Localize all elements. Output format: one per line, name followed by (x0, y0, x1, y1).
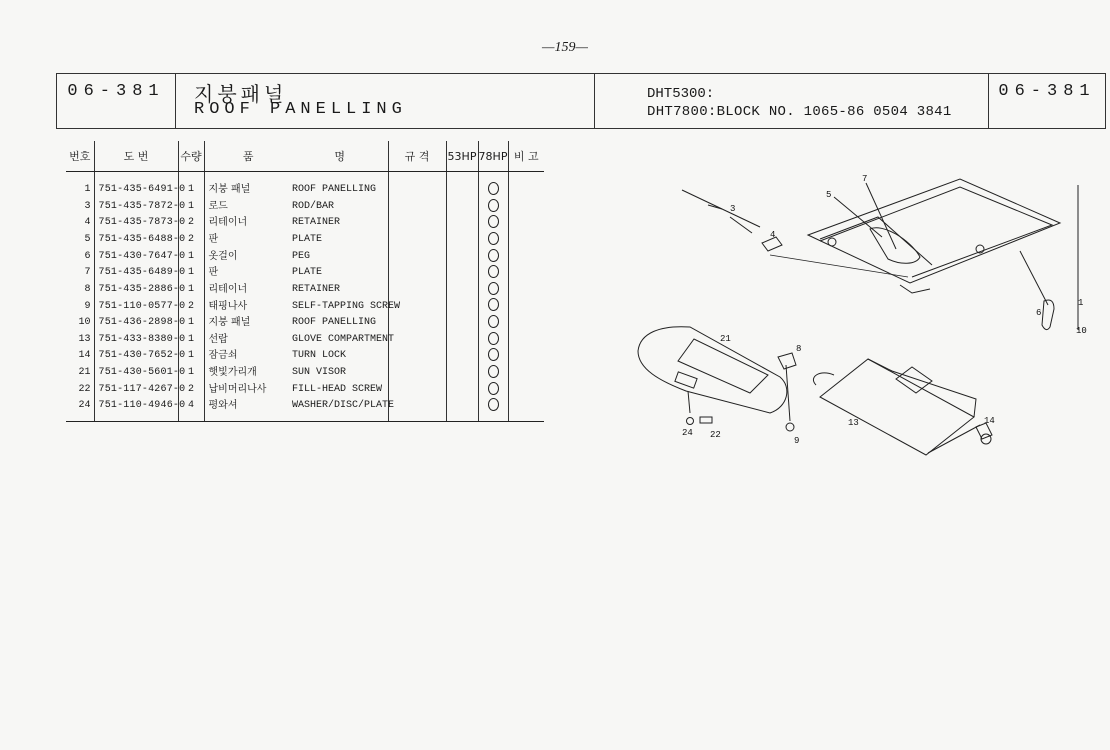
section-code: 06-381 (998, 82, 1096, 101)
part-name-korean: 지붕 패널 (204, 315, 292, 332)
row-number: 13 (78, 333, 91, 345)
callout-label: 5 (826, 190, 832, 200)
part-name-english: RETAINER (292, 283, 341, 295)
part-name-english: TURN LOCK (292, 350, 347, 362)
row-number: 14 (78, 350, 91, 362)
spec-cell (388, 382, 446, 399)
remarks-cell (508, 365, 544, 382)
applicability-mark (488, 232, 499, 245)
visor-retainer-part (778, 353, 796, 369)
part-number: 751-435-7872-0 (94, 199, 178, 216)
hp78-cell (478, 232, 508, 249)
header-qty: 수량 (178, 141, 204, 172)
table-row (66, 199, 544, 216)
part-number: 751-435-6489-0 (94, 265, 178, 282)
part-number: 751-430-5601-0 (94, 365, 178, 382)
quantity: 1 (178, 365, 204, 382)
callout-label: 24 (682, 428, 693, 438)
callout-label: 9 (794, 436, 800, 446)
part-name-english: PLATE (292, 267, 323, 279)
part-number: 751-117-4267-0 (94, 382, 178, 399)
table-row (66, 282, 544, 299)
spec-cell (388, 265, 446, 282)
quantity: 1 (178, 199, 204, 216)
row-number: 22 (78, 383, 91, 395)
applicability-mark (488, 215, 499, 228)
spec-cell (388, 199, 446, 216)
remarks-cell (508, 215, 544, 232)
row-number: 21 (78, 367, 91, 379)
quantity: 1 (178, 315, 204, 332)
part-name-korean: 리테이너 (204, 282, 292, 299)
callout-label: 21 (720, 334, 731, 344)
remarks-cell (508, 398, 544, 421)
row-number: 6 (84, 250, 91, 262)
remarks-cell (508, 332, 544, 349)
spec-cell (388, 172, 446, 199)
hp53-cell (446, 332, 478, 349)
part-name-english: RETAINER (292, 217, 341, 229)
part-name-korean: 지붕 패널 (204, 172, 292, 199)
table-row (66, 348, 544, 365)
part-name-korean: 태핑나사 (204, 298, 292, 315)
part-number: 751-430-7652-0 (94, 348, 178, 365)
spec-cell (388, 315, 446, 332)
applicability-mark (488, 365, 499, 378)
part-name-english: SELF-TAPPING SCREW (292, 300, 401, 312)
hp78-cell (478, 199, 508, 216)
part-name-english: FILL-HEAD SCREW (292, 383, 383, 395)
table-row (66, 365, 544, 382)
header-name-en: 명 (292, 141, 388, 172)
callout-label: 4 (770, 230, 776, 240)
hp78-cell (478, 382, 508, 399)
row-number: 24 (66, 398, 94, 421)
quantity: 1 (178, 282, 204, 299)
quantity: 1 (178, 348, 204, 365)
callout-label: 22 (710, 430, 721, 440)
hp78-cell (478, 315, 508, 332)
hp78-cell (478, 398, 508, 421)
section-code: 06-381 (67, 82, 165, 101)
quantity: 2 (178, 298, 204, 315)
remarks-cell (508, 249, 544, 266)
row-number: 7 (84, 267, 91, 279)
table-row (66, 265, 544, 282)
part-name-korean: 평와셔 (204, 398, 292, 421)
part-name-korean: 리테이너 (204, 215, 292, 232)
model-box (594, 73, 989, 129)
spec-cell (388, 232, 446, 249)
spec-cell (388, 332, 446, 349)
table-row (66, 172, 544, 199)
part-number: 751-435-7873-0 (94, 215, 178, 232)
part-name-english: GLOVE COMPARTMENT (292, 333, 395, 345)
spec-cell (388, 249, 446, 266)
row-number: 9 (84, 300, 91, 312)
remarks-cell (508, 199, 544, 216)
applicability-mark (488, 298, 499, 311)
hp78-cell (478, 332, 508, 349)
applicability-mark (488, 199, 499, 212)
part-name-korean: 로드 (204, 199, 292, 216)
header-remarks: 비 고 (508, 141, 544, 172)
row-number: 10 (78, 317, 91, 329)
header-53hp: 53HP (446, 141, 478, 172)
quantity: 2 (178, 232, 204, 249)
table-row (66, 298, 544, 315)
spec-cell (388, 365, 446, 382)
table-row (66, 332, 544, 349)
part-name-english: PEG (292, 250, 311, 262)
part-name-korean: 잠금쇠 (204, 348, 292, 365)
table-row (66, 315, 544, 332)
spec-cell (388, 348, 446, 365)
hp78-cell (478, 365, 508, 382)
callout-label: 13 (848, 418, 859, 428)
part-name-english: WASHER/DISC/PLATE (292, 398, 388, 421)
applicability-mark (488, 265, 499, 278)
header-78hp: 78HP (478, 141, 508, 172)
table-row (66, 215, 544, 232)
hp53-cell (446, 265, 478, 282)
applicability-mark (488, 332, 499, 345)
quantity: 4 (178, 398, 204, 421)
part-number: 751-430-7647-0 (94, 249, 178, 266)
hp78-cell (478, 172, 508, 199)
hp78-cell (478, 215, 508, 232)
exploded-parts-diagram (620, 165, 1090, 465)
hp78-cell (478, 249, 508, 266)
applicability-mark (488, 382, 499, 395)
hp53-cell (446, 365, 478, 382)
table-row (66, 398, 544, 421)
part-number: 751-110-4946-0 (94, 398, 178, 421)
title-english: ROOF PANELLING (194, 100, 407, 119)
row-number: 8 (84, 283, 91, 295)
title-korean: 지붕패널 (194, 82, 288, 106)
hp53-cell (446, 398, 478, 421)
applicability-mark (488, 348, 499, 361)
part-number: 751-435-6488-0 (94, 232, 178, 249)
callout-label: 8 (796, 344, 802, 354)
page-number: —159— (542, 40, 588, 55)
callout-label: 6 (1036, 308, 1042, 318)
parts-table (66, 141, 544, 422)
hp53-cell (446, 215, 478, 232)
part-number: 751-435-6491-0 (94, 172, 178, 199)
applicability-mark (488, 249, 499, 262)
callout-label: 14 (984, 416, 995, 426)
part-name-english: SUN VISOR (292, 367, 347, 379)
applicability-mark (488, 282, 499, 295)
remarks-cell (508, 172, 544, 199)
table-row (66, 232, 544, 249)
quantity: 1 (178, 265, 204, 282)
callout-label: 10 (1076, 326, 1087, 336)
quantity: 1 (178, 172, 204, 199)
spec-cell (388, 215, 446, 232)
remarks-cell (508, 382, 544, 399)
remarks-cell (508, 348, 544, 365)
model-line-2: DHT7800:BLOCK NO. 1065-86 0504 3841 (647, 104, 952, 120)
part-name-english: ROOF PANELLING (292, 317, 377, 329)
part-name-korean: 판 (204, 265, 292, 282)
part-name-english: ROOF PANELLING (292, 184, 377, 196)
part-number: 751-433-8380-0 (94, 332, 178, 349)
hp53-cell (446, 172, 478, 199)
hp53-cell (446, 249, 478, 266)
hp53-cell (446, 298, 478, 315)
header-spec: 규 격 (388, 141, 446, 172)
header-part-no: 도 번 (94, 141, 178, 172)
sun-visor-part (638, 327, 787, 413)
remarks-cell (508, 315, 544, 332)
hp53-cell (446, 315, 478, 332)
hp78-cell (478, 298, 508, 315)
part-name-english: PLATE (292, 233, 323, 245)
quantity: 2 (178, 215, 204, 232)
section-code-right (988, 73, 1106, 129)
remarks-cell (508, 232, 544, 249)
part-number: 751-435-2886-0 (94, 282, 178, 299)
part-number: 751-110-0577-0 (94, 298, 178, 315)
callout-label: 7 (862, 174, 868, 184)
quantity: 1 (178, 249, 204, 266)
table-row (66, 382, 544, 399)
part-name-korean: 판 (204, 232, 292, 249)
spec-cell (388, 282, 446, 299)
applicability-mark (488, 315, 499, 328)
row-number: 1 (84, 184, 91, 196)
table-row (66, 249, 544, 266)
callout-label: 1 (1078, 298, 1084, 308)
hp53-cell (446, 348, 478, 365)
hp78-cell (478, 282, 508, 299)
header-name-ko: 품 (204, 141, 292, 172)
applicability-mark (488, 182, 499, 195)
part-number: 751-436-2898-0 (94, 315, 178, 332)
hp53-cell (446, 382, 478, 399)
row-number: 3 (84, 200, 91, 212)
applicability-mark (488, 398, 499, 411)
part-name-english: ROD/BAR (292, 200, 335, 212)
hp53-cell (446, 232, 478, 249)
model-line-1: DHT5300: (647, 86, 715, 102)
part-name-korean: 선랍 (204, 332, 292, 349)
hp78-cell (478, 265, 508, 282)
hp78-cell (478, 348, 508, 365)
title-box (175, 73, 595, 129)
part-name-korean: 옷걸이 (204, 249, 292, 266)
row-number: 5 (84, 233, 91, 245)
row-number: 4 (84, 217, 91, 229)
remarks-cell (508, 282, 544, 299)
spec-cell (388, 398, 446, 421)
header-no: 번호 (66, 141, 94, 172)
part-name-korean: 납비머리나사 (204, 382, 292, 399)
part-name-korean: 햇빛가리개 (204, 365, 292, 382)
hp53-cell (446, 199, 478, 216)
section-code-left (56, 73, 176, 129)
table-header-row (66, 141, 544, 172)
quantity: 1 (178, 332, 204, 349)
quantity: 2 (178, 382, 204, 399)
catalog-header (56, 73, 1106, 129)
hp53-cell (446, 282, 478, 299)
remarks-cell (508, 265, 544, 282)
remarks-cell (508, 298, 544, 315)
callout-label: 3 (730, 204, 736, 214)
